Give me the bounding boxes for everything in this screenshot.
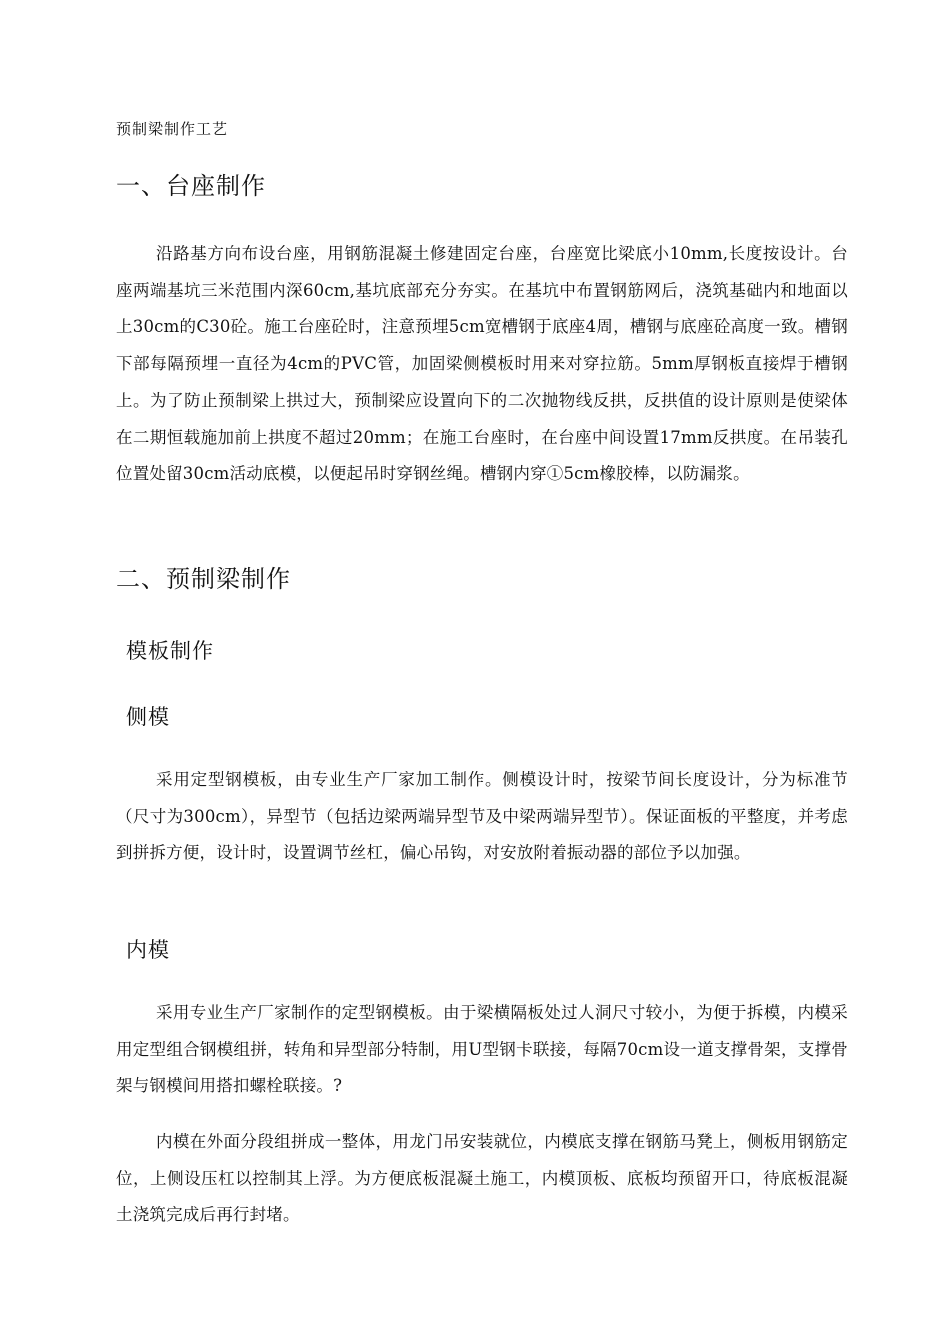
inner-mold-paragraph-2: 内模在外面分段组拼成一整体，用龙门吊安装就位，内模底支撑在钢筋马凳上，侧板用钢筋定位，上侧设压杠以控制其上浮。为方便底板混凝土施工，内模顶板、底板均预留开口，待底板混凝土浇筑完成后再行封堵。 (116, 1132, 848, 1225)
subsection-heading-inner-mold: 内模 (126, 938, 170, 962)
section-heading-pedestal: 一、台座制作 (116, 172, 266, 200)
side-mold-paragraph: 采用定型钢模板，由专业生产厂家加工制作。侧模设计时，按梁节间长度设计，分为标准节（尺寸为300cm），异型节（包括边梁两端异型节及中梁两端异型节）。保证面板的平整度，并考虑到拼拆方便，设计时，设置调节丝杠，偏心吊钩，对安放附着振动器的部位予以加强。 (116, 770, 848, 863)
document-title: 预制梁制作工艺 (116, 120, 229, 138)
inner-mold-paragraph-1: 采用专业生产厂家制作的定型钢模板。由于梁横隔板处过人洞尺寸较小，为便于拆模，内模采用定型组合钢模组拼，转角和异型部分特制，用U型钢卡联接，每隔70cm设一道支撑骨架，支撑骨架与钢模间用搭扣螺栓联接。? (116, 1003, 848, 1096)
subsection-heading-formwork: 模板制作 (126, 639, 214, 663)
section-heading-beam: 二、预制梁制作 (116, 565, 291, 593)
pedestal-paragraph: 沿路基方向布设台座，用钢筋混凝土修建固定台座，台座宽比梁底小10mm,长度按设计。台座两端基坑三米范围内深60cm,基坑底部充分夯实。在基坑中布置钢筋网后，浇筑基础内和地面以上30cm的C30砼。施工台座砼时，注意预埋5cm宽槽钢于底座4周，槽钢与底座砼高度一致。槽钢下部每隔预埋一直径为4cm的PVC管，加固梁侧模板时用来对穿拉筋。5mm厚钢板直接焊于槽钢上。为了防止预制梁上拱过大，预制梁应设置向下的二次抛物线反拱，反拱值的设计原则是使梁体在二期恒载施加前上拱度不超过20mm；在施工台座时，在台座中间设置17mm反拱度。在吊装孔位置处留30cm活动底模，以便起吊时穿钢丝绳。槽钢内穿①5cm橡胶棒，以防漏浆。 (116, 244, 848, 484)
subsection-heading-side-mold: 侧模 (126, 705, 170, 729)
